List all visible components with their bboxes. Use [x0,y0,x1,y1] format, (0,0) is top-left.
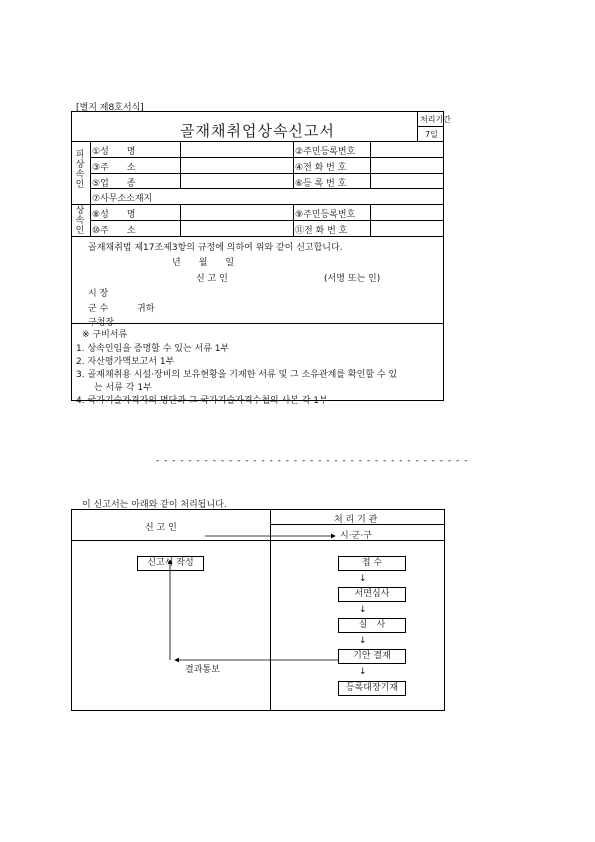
deceased-section-label: 피 상 속 인 [75,150,85,190]
deceased-address-label: ③주 소 [92,163,136,173]
reporter-column-header: 신 고 인 [145,523,177,533]
declaration-statement: 골재채취법 제17조제3항의 규정에 의하여 위와 같이 신고합니다. [88,243,343,253]
step-document-review: 서면심사 [338,587,406,602]
heir-section-label: 상 속 인 [75,206,85,236]
deceased-office-label: ⑦사무소소재지 [92,194,153,204]
document-item: 는 서류 각 1부 [94,383,152,393]
step-inspection: 실 사 [338,618,406,633]
addressee-mayor: 시 장 [88,289,109,299]
deceased-resident-no-label: ②주민등록번호 [295,147,356,157]
heir-resident-no-label: ⑨주민등록번호 [295,210,356,220]
deceased-business-label: ⑤업 종 [92,179,136,189]
result-notice-label: 결과통보 [185,665,220,675]
agency-subheader: 시·군·구 [340,531,372,541]
heir-name-label: ⑧성 명 [92,210,136,220]
deceased-name-label: ①성 명 [92,147,136,157]
step-approval: 기안 결재 [338,649,406,664]
processing-period-value: 7일 [425,130,438,139]
documents-heading: ※ 구비서류 [82,330,128,340]
addressee-district: 구청장 [88,318,115,328]
agency-column-header: 처 리 기 관 [334,515,378,525]
arrow-down-icon: ↓ [359,605,367,615]
addressee-county: 군 수 [88,304,109,314]
step-receipt: 접 수 [338,556,406,571]
processing-period-label: 처리기간 [420,115,451,124]
arrow-down-icon: ↓ [359,636,367,646]
step-write-report: 신고서 작성 [137,556,204,571]
step-registration: 등록대장기재 [338,681,406,696]
heir-address-label: ⑩주 소 [92,226,136,236]
deceased-phone-label: ④전 화 번 호 [295,163,347,173]
deceased-reg-no-label: ⑥등 록 번 호 [295,179,347,189]
document-item: 2. 자산평가액보고서 1부 [76,357,175,367]
document-item: 3. 골재채취용 시설·장비의 보유현황을 기재한 서류 및 그 소유관계를 확인할 수 있 [76,370,398,380]
arrow-down-icon: ↓ [359,667,367,677]
document-item: 1. 상속인임을 증명할 수 있는 서류 1부 [76,344,230,354]
addressee-suffix: 귀하 [137,304,155,314]
heir-phone-label: ⑪전 화 번 호 [295,226,348,236]
form-title: 골재채취업상속신고서 [180,122,335,140]
document-item: 4. 국가기술자격자의 명단과 그 국가기술자격수첩의 사본 각 1부 [76,396,328,406]
cut-line: - - - - - - - - - - - - - - - - - - - - - - - - - - - - - - - - - - - - - - - [156,456,469,466]
form-number: [별지 제8호서식] [76,103,144,113]
signature-note: (서명 또는 인) [324,274,381,284]
arrow-down-icon: ↓ [359,574,367,584]
process-intro: 이 신고서는 아래와 같이 처리됩니다. [82,500,227,510]
reporter-label: 신 고 인 [196,274,228,284]
declaration-date: 년 월 일 [172,258,235,268]
